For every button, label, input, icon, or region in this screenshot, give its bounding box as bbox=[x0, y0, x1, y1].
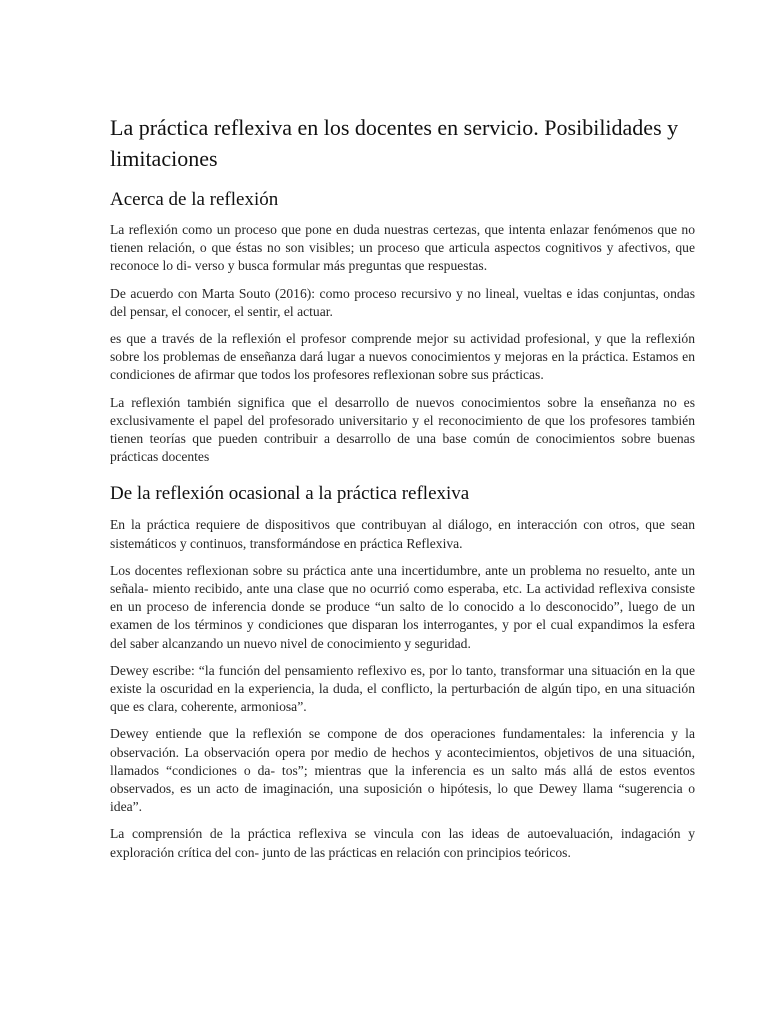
document-title: La práctica reflexiva en los docentes en servicio. Posibilidades y limitaciones bbox=[110, 115, 679, 171]
paragraph: De acuerdo con Marta Souto (2016): como proceso recursivo y no lineal, vueltas e idas conjuntas, ondas del pensar, el conocer, el sentir, el actuar. bbox=[110, 285, 695, 319]
paragraph: La reflexión también significa que el desarrollo de nuevos conocimientos sobre la enseñanza no es exclusivamente el papel del profesorado universitario y el reconocimiento de que los profesores también tienen teorías que pueden contribuir a desarrollo de una base común de conocimientos sobre buenas prácticas docentes bbox=[110, 394, 695, 465]
paragraph: La comprensión de la práctica reflexiva se vincula con las ideas de autoevaluación, indagación y exploración crítica del con- junto de las prácticas en relación con principios teóricos. bbox=[110, 826, 695, 860]
section-heading: De la reflexión ocasional a la práctica reflexiva bbox=[110, 483, 470, 505]
section-acerca-de-la-reflexion bbox=[110, 188, 695, 466]
paragraph: Los docentes reflexionan sobre su práctica ante una incertidumbre, ante un problema no resuelto, ante un señala- miento recibido, ante una clase que no ocurrió como esperaba, etc. La actividad reflexiva consiste en un proceso de inferencia donde se produce “un salto de lo conocido a lo desconocido”, luego de un examen de los términos y condiciones que disparan los interrogantes, y por el cual expandimos la esfera del saber alcanzando un nuevo nivel de conocimiento y seguridad. bbox=[110, 562, 695, 651]
paragraph: En la práctica requiere de dispositivos que contribuyan al diálogo, en interacción con otros, que sean sistemáticos y continuos, transformándose en práctica Reflexiva. bbox=[110, 517, 695, 551]
paragraph: La reflexión como un proceso que pone en duda nuestras certezas, que intenta enlazar fenómenos que no tienen relación, o que éstas no son visibles; un proceso que articula aspectos cognitivos y afectivos, que reconoce lo di- verso y busca formular más preguntas que respuestas. bbox=[110, 222, 695, 274]
section-reflexion-ocasional bbox=[110, 482, 695, 861]
paragraph: es que a través de la reflexión el profesor comprende mejor su actividad profesional, y que la reflexión sobre los problemas de enseñanza dará lugar a nuevos conocimientos y mejoras en la práctica. Estamos en condiciones de afirmar que todos los profesores reflexionan sobre sus prácticas. bbox=[110, 331, 695, 383]
paragraph: Dewey escribe: “la función del pensamiento reflexivo es, por lo tanto, transformar una situación en la que existe la oscuridad en la experiencia, la duda, el conflicto, la perturbación de algún tipo, en una situación que es clara, coherente, armoniosa”. bbox=[110, 662, 695, 715]
section-heading: Acerca de la reflexión bbox=[110, 189, 279, 210]
document-page bbox=[110, 112, 695, 871]
paragraph: Dewey entiende que la reflexión se compone de dos operaciones fundamentales: la inferencia y la observación. La observación opera por medio de hechos y acontecimientos, objetivos de una situación, llamados “condiciones o da- tos”; mientras que la inferencia es un salto más allá de estos eventos observados, es un acto de imaginación, una suposición o hipótesis, lo que Dewey llama “sugerencia o idea”. bbox=[110, 726, 695, 815]
